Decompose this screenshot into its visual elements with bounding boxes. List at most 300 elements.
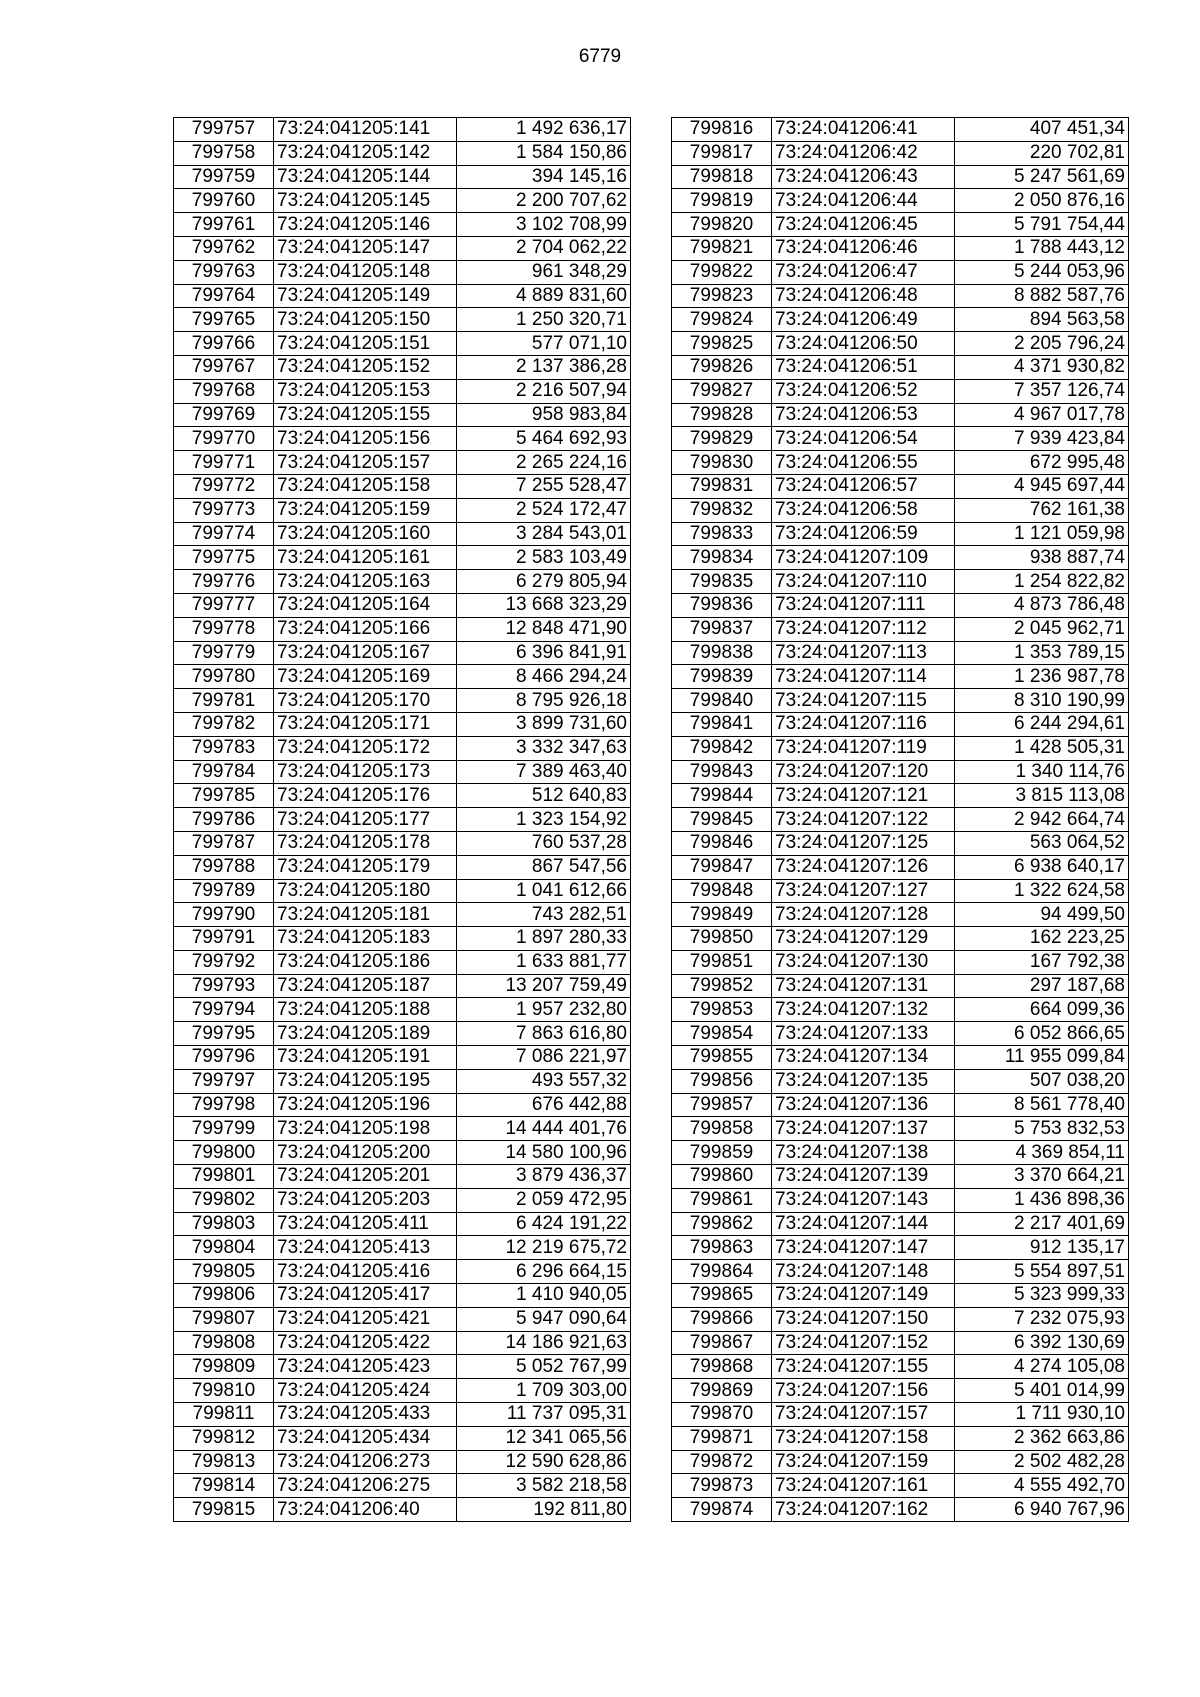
row-number: 799868: [672, 1355, 772, 1379]
cadastral-number: 73:24:041207:156: [772, 1379, 955, 1403]
cadastral-number: 73:24:041205:422: [274, 1331, 457, 1355]
cadastral-value: 13 668 323,29: [457, 593, 631, 617]
table-row: [672, 689, 1129, 713]
cadastral-value: 5 947 090,64: [457, 1307, 631, 1331]
table-row: [672, 498, 1129, 522]
table-row: [174, 1307, 631, 1331]
cadastral-value: 5 464 692,93: [457, 427, 631, 451]
cadastral-number: 73:24:041207:135: [772, 1069, 955, 1093]
row-number: 799835: [672, 570, 772, 594]
cadastral-value: 1 897 280,33: [457, 927, 631, 951]
cadastral-value: 672 995,48: [955, 451, 1129, 475]
cadastral-number: 73:24:041207:144: [772, 1212, 955, 1236]
cadastral-number: 73:24:041205:189: [274, 1022, 457, 1046]
cadastral-value: 563 064,52: [955, 831, 1129, 855]
row-number: 799765: [174, 308, 274, 332]
table-row: [672, 974, 1129, 998]
cadastral-number: 73:24:041205:163: [274, 570, 457, 594]
row-number: 799781: [174, 689, 274, 713]
row-number: 799843: [672, 760, 772, 784]
table-row: [672, 617, 1129, 641]
table-row: [672, 284, 1129, 308]
row-number: 799779: [174, 641, 274, 665]
row-number: 799872: [672, 1450, 772, 1474]
cadastral-number: 73:24:041205:173: [274, 760, 457, 784]
row-number: 799785: [174, 784, 274, 808]
table-row: [672, 141, 1129, 165]
cadastral-value: 6 052 866,65: [955, 1022, 1129, 1046]
row-number: 799762: [174, 236, 274, 260]
table-row: [174, 665, 631, 689]
table-row: [174, 451, 631, 475]
cadastral-number: 73:24:041206:48: [772, 284, 955, 308]
cadastral-value: 4 369 854,11: [955, 1141, 1129, 1165]
row-number: 799831: [672, 474, 772, 498]
cadastral-number: 73:24:041205:151: [274, 332, 457, 356]
row-number: 799823: [672, 284, 772, 308]
table-row: [174, 641, 631, 665]
cadastral-value: 8 882 587,76: [955, 284, 1129, 308]
cadastral-value: 2 059 472,95: [457, 1188, 631, 1212]
cadastral-number: 73:24:041207:149: [772, 1284, 955, 1308]
cadastral-value: 192 811,80: [457, 1498, 631, 1522]
cadastral-value: 1 236 987,78: [955, 665, 1129, 689]
table-row: [672, 879, 1129, 903]
cadastral-number: 73:24:041207:119: [772, 736, 955, 760]
row-number: 799766: [174, 332, 274, 356]
cadastral-number: 73:24:041205:160: [274, 522, 457, 546]
cadastral-value: 14 186 921,63: [457, 1331, 631, 1355]
table-row: [672, 760, 1129, 784]
table-row: [174, 1188, 631, 1212]
cadastral-value: 3 370 664,21: [955, 1165, 1129, 1189]
table-row: [174, 903, 631, 927]
cadastral-value: 2 362 663,86: [955, 1426, 1129, 1450]
cadastral-number: 73:24:041206:58: [772, 498, 955, 522]
table-row: [672, 665, 1129, 689]
cadastral-value: 2 942 664,74: [955, 808, 1129, 832]
row-number: 799821: [672, 236, 772, 260]
table-row: [672, 474, 1129, 498]
cadastral-value: 11 737 095,31: [457, 1403, 631, 1427]
cadastral-number: 73:24:041207:126: [772, 855, 955, 879]
row-number: 799775: [174, 546, 274, 570]
cadastral-number: 73:24:041205:170: [274, 689, 457, 713]
cadastral-value: 6 940 767,96: [955, 1498, 1129, 1522]
row-number: 799827: [672, 379, 772, 403]
cadastral-value: 407 451,34: [955, 118, 1129, 142]
row-number: 799828: [672, 403, 772, 427]
cadastral-number: 73:24:041207:157: [772, 1403, 955, 1427]
cadastral-number: 73:24:041205:157: [274, 451, 457, 475]
cadastral-value: 3 332 347,63: [457, 736, 631, 760]
table-row: [174, 474, 631, 498]
cadastral-value: 5 753 832,53: [955, 1117, 1129, 1141]
cadastral-number: 73:24:041207:121: [772, 784, 955, 808]
cadastral-value: 13 207 759,49: [457, 974, 631, 998]
cadastral-value: 2 205 796,24: [955, 332, 1129, 356]
cadastral-number: 73:24:041205:171: [274, 712, 457, 736]
cadastral-value: 14 444 401,76: [457, 1117, 631, 1141]
table-row: [174, 950, 631, 974]
cadastral-number: 73:24:041207:134: [772, 1046, 955, 1070]
table-row: [672, 1355, 1129, 1379]
table-row: [174, 1236, 631, 1260]
table-row: [174, 260, 631, 284]
table-row: [174, 689, 631, 713]
cadastral-number: 73:24:041207:152: [772, 1331, 955, 1355]
row-number: 799759: [174, 165, 274, 189]
table-row: [672, 1188, 1129, 1212]
row-number: 799801: [174, 1165, 274, 1189]
row-number: 799859: [672, 1141, 772, 1165]
table-row: [174, 1022, 631, 1046]
cadastral-value: 2 045 962,71: [955, 617, 1129, 641]
cadastral-number: 73:24:041205:181: [274, 903, 457, 927]
row-number: 799787: [174, 831, 274, 855]
cadastral-number: 73:24:041205:177: [274, 808, 457, 832]
table-row: [174, 593, 631, 617]
cadastral-number: 73:24:041205:145: [274, 189, 457, 213]
row-number: 799850: [672, 927, 772, 951]
cadastral-value: 961 348,29: [457, 260, 631, 284]
row-number: 799818: [672, 165, 772, 189]
row-number: 799839: [672, 665, 772, 689]
table-row: [174, 1379, 631, 1403]
table-row: [672, 1093, 1129, 1117]
table-row: [174, 1403, 631, 1427]
cadastral-value: 2 524 172,47: [457, 498, 631, 522]
cadastral-number: 73:24:041206:44: [772, 189, 955, 213]
cadastral-value: 12 341 065,56: [457, 1426, 631, 1450]
table-row: [174, 1260, 631, 1284]
cadastral-number: 73:24:041205:169: [274, 665, 457, 689]
cadastral-number: 73:24:041206:51: [772, 355, 955, 379]
row-number: 799846: [672, 831, 772, 855]
row-number: 799845: [672, 808, 772, 832]
table-row: [174, 855, 631, 879]
table-row: [672, 379, 1129, 403]
cadastral-number: 73:24:041206:52: [772, 379, 955, 403]
table-row: [174, 379, 631, 403]
row-number: 799853: [672, 998, 772, 1022]
cadastral-value: 512 640,83: [457, 784, 631, 808]
row-number: 799836: [672, 593, 772, 617]
cadastral-number: 73:24:041205:150: [274, 308, 457, 332]
cadastral-number: 73:24:041207:162: [772, 1498, 955, 1522]
row-number: 799796: [174, 1046, 274, 1070]
cadastral-value: 5 247 561,69: [955, 165, 1129, 189]
row-number: 799856: [672, 1069, 772, 1093]
row-number: 799805: [174, 1260, 274, 1284]
row-number: 799844: [672, 784, 772, 808]
table-row: [174, 213, 631, 237]
row-number: 799817: [672, 141, 772, 165]
row-number: 799860: [672, 1165, 772, 1189]
table-row: [174, 1141, 631, 1165]
row-number: 799825: [672, 332, 772, 356]
cadastral-value: 1 250 320,71: [457, 308, 631, 332]
cadastral-value: 1 041 612,66: [457, 879, 631, 903]
table-row: [672, 712, 1129, 736]
table-row: [672, 451, 1129, 475]
row-number: 799782: [174, 712, 274, 736]
cadastral-number: 73:24:041205:200: [274, 1141, 457, 1165]
row-number: 799789: [174, 879, 274, 903]
row-number: 799797: [174, 1069, 274, 1093]
cadastral-number: 73:24:041205:147: [274, 236, 457, 260]
cadastral-value: 664 099,36: [955, 998, 1129, 1022]
cadastral-number: 73:24:041205:413: [274, 1236, 457, 1260]
row-number: 799857: [672, 1093, 772, 1117]
cadastral-value: 8 795 926,18: [457, 689, 631, 713]
row-number: 799838: [672, 641, 772, 665]
table-row: [672, 998, 1129, 1022]
cadastral-value: 162 223,25: [955, 927, 1129, 951]
cadastral-number: 73:24:041205:166: [274, 617, 457, 641]
cadastral-value: 2 583 103,49: [457, 546, 631, 570]
cadastral-value: 6 296 664,15: [457, 1260, 631, 1284]
row-number: 799813: [174, 1450, 274, 1474]
table-row: [174, 1331, 631, 1355]
table-row: [174, 189, 631, 213]
cadastral-value: 6 396 841,91: [457, 641, 631, 665]
row-number: 799799: [174, 1117, 274, 1141]
cadastral-value: 6 938 640,17: [955, 855, 1129, 879]
table-row: [672, 1069, 1129, 1093]
cadastral-number: 73:24:041207:158: [772, 1426, 955, 1450]
row-number: 799849: [672, 903, 772, 927]
row-number: 799774: [174, 522, 274, 546]
cadastral-number: 73:24:041207:112: [772, 617, 955, 641]
table-row: [174, 522, 631, 546]
cadastral-number: 73:24:041207:110: [772, 570, 955, 594]
cadastral-value: 1 709 303,00: [457, 1379, 631, 1403]
cadastral-value: 6 424 191,22: [457, 1212, 631, 1236]
table-row: [672, 1117, 1129, 1141]
cadastral-value: 867 547,56: [457, 855, 631, 879]
table-row: [672, 593, 1129, 617]
cadastral-number: 73:24:041205:179: [274, 855, 457, 879]
page-number: 6779: [578, 46, 622, 67]
cadastral-number: 73:24:041206:50: [772, 332, 955, 356]
cadastral-number: 73:24:041205:201: [274, 1165, 457, 1189]
registry-table-left: [173, 117, 631, 1522]
row-number: 799862: [672, 1212, 772, 1236]
row-number: 799773: [174, 498, 274, 522]
cadastral-value: 8 310 190,99: [955, 689, 1129, 713]
cadastral-number: 73:24:041205:187: [274, 974, 457, 998]
row-number: 799847: [672, 855, 772, 879]
row-number: 799777: [174, 593, 274, 617]
row-number: 799815: [174, 1498, 274, 1522]
row-number: 799824: [672, 308, 772, 332]
row-number: 799837: [672, 617, 772, 641]
table-row: [672, 355, 1129, 379]
table-row: [174, 546, 631, 570]
cadastral-number: 73:24:041205:195: [274, 1069, 457, 1093]
cadastral-number: 73:24:041205:148: [274, 260, 457, 284]
cadastral-value: 6 392 130,69: [955, 1331, 1129, 1355]
row-number: 799851: [672, 950, 772, 974]
cadastral-value: 4 889 831,60: [457, 284, 631, 308]
cadastral-value: 4 873 786,48: [955, 593, 1129, 617]
cadastral-number: 73:24:041205:424: [274, 1379, 457, 1403]
table-row: [174, 1284, 631, 1308]
table-row: [672, 1331, 1129, 1355]
cadastral-value: 5 791 754,44: [955, 213, 1129, 237]
row-number: 799840: [672, 689, 772, 713]
cadastral-value: 7 357 126,74: [955, 379, 1129, 403]
cadastral-number: 73:24:041207:159: [772, 1450, 955, 1474]
cadastral-value: 2 704 062,22: [457, 236, 631, 260]
table-row: [174, 927, 631, 951]
cadastral-number: 73:24:041205:180: [274, 879, 457, 903]
table-row: [174, 570, 631, 594]
cadastral-number: 73:24:041205:152: [274, 355, 457, 379]
cadastral-number: 73:24:041207:136: [772, 1093, 955, 1117]
row-number: 799802: [174, 1188, 274, 1212]
cadastral-number: 73:24:041207:128: [772, 903, 955, 927]
row-number: 799865: [672, 1284, 772, 1308]
table-row: [672, 1284, 1129, 1308]
table-row: [672, 927, 1129, 951]
cadastral-number: 73:24:041205:417: [274, 1284, 457, 1308]
table-row: [174, 1093, 631, 1117]
cadastral-value: 8 561 778,40: [955, 1093, 1129, 1117]
table-row: [672, 332, 1129, 356]
cadastral-value: 894 563,58: [955, 308, 1129, 332]
cadastral-value: 493 557,32: [457, 1069, 631, 1093]
cadastral-value: 3 815 113,08: [955, 784, 1129, 808]
row-number: 799833: [672, 522, 772, 546]
table-row: [174, 1474, 631, 1498]
table-row: [174, 498, 631, 522]
cadastral-number: 73:24:041205:433: [274, 1403, 457, 1427]
row-number: 799772: [174, 474, 274, 498]
table-row: [672, 546, 1129, 570]
table-row: [174, 332, 631, 356]
row-number: 799866: [672, 1307, 772, 1331]
cadastral-number: 73:24:041207:111: [772, 593, 955, 617]
row-number: 799871: [672, 1426, 772, 1450]
row-number: 799790: [174, 903, 274, 927]
table-row: [174, 141, 631, 165]
row-number: 799794: [174, 998, 274, 1022]
table-row: [174, 808, 631, 832]
table-row: [174, 1498, 631, 1522]
cadastral-value: 7 232 075,93: [955, 1307, 1129, 1331]
table-row: [174, 998, 631, 1022]
cadastral-value: 2 217 401,69: [955, 1212, 1129, 1236]
cadastral-value: 1 410 940,05: [457, 1284, 631, 1308]
table-row: [174, 1212, 631, 1236]
cadastral-value: 762 161,38: [955, 498, 1129, 522]
cadastral-number: 73:24:041205:423: [274, 1355, 457, 1379]
cadastral-value: 297 187,68: [955, 974, 1129, 998]
row-number: 799803: [174, 1212, 274, 1236]
cadastral-value: 6 279 805,94: [457, 570, 631, 594]
cadastral-number: 73:24:041205:141: [274, 118, 457, 142]
table-row: [672, 522, 1129, 546]
cadastral-value: 912 135,17: [955, 1236, 1129, 1260]
row-number: 799867: [672, 1331, 772, 1355]
cadastral-value: 4 555 492,70: [955, 1474, 1129, 1498]
cadastral-value: 7 939 423,84: [955, 427, 1129, 451]
cadastral-value: 2 137 386,28: [457, 355, 631, 379]
row-number: 799842: [672, 736, 772, 760]
table-row: [174, 831, 631, 855]
row-number: 799829: [672, 427, 772, 451]
cadastral-number: 73:24:041207:132: [772, 998, 955, 1022]
cadastral-value: 743 282,51: [457, 903, 631, 927]
table-row: [672, 808, 1129, 832]
cadastral-value: 7 863 616,80: [457, 1022, 631, 1046]
table-row: [672, 736, 1129, 760]
cadastral-value: 94 499,50: [955, 903, 1129, 927]
row-number: 799758: [174, 141, 274, 165]
cadastral-number: 73:24:041207:125: [772, 831, 955, 855]
row-number: 799795: [174, 1022, 274, 1046]
table-row: [174, 1165, 631, 1189]
cadastral-value: 1 436 898,36: [955, 1188, 1129, 1212]
registry-table-right-body: [672, 118, 1129, 1522]
cadastral-number: 73:24:041207:130: [772, 950, 955, 974]
table-row: [672, 1426, 1129, 1450]
registry-table-left-body: [174, 118, 631, 1522]
row-number: 799841: [672, 712, 772, 736]
cadastral-value: 507 038,20: [955, 1069, 1129, 1093]
table-row: [672, 1212, 1129, 1236]
cadastral-value: 1 584 150,86: [457, 141, 631, 165]
table-row: [672, 403, 1129, 427]
cadastral-number: 73:24:041207:137: [772, 1117, 955, 1141]
cadastral-number: 73:24:041205:196: [274, 1093, 457, 1117]
row-number: 799769: [174, 403, 274, 427]
cadastral-value: 2 216 507,94: [457, 379, 631, 403]
table-row: [174, 165, 631, 189]
cadastral-value: 1 428 505,31: [955, 736, 1129, 760]
cadastral-number: 73:24:041205:156: [274, 427, 457, 451]
table-row: [174, 236, 631, 260]
cadastral-number: 73:24:041207:139: [772, 1165, 955, 1189]
cadastral-number: 73:24:041206:49: [772, 308, 955, 332]
cadastral-number: 73:24:041205:416: [274, 1260, 457, 1284]
cadastral-value: 2 050 876,16: [955, 189, 1129, 213]
table-row: [174, 1046, 631, 1070]
table-row: [174, 1069, 631, 1093]
cadastral-value: 760 537,28: [457, 831, 631, 855]
cadastral-value: 220 702,81: [955, 141, 1129, 165]
cadastral-number: 73:24:041206:59: [772, 522, 955, 546]
row-number: 799757: [174, 118, 274, 142]
cadastral-value: 5 554 897,51: [955, 1260, 1129, 1284]
table-row: [672, 1379, 1129, 1403]
cadastral-number: 73:24:041206:53: [772, 403, 955, 427]
table-row: [672, 1165, 1129, 1189]
cadastral-number: 73:24:041206:273: [274, 1450, 457, 1474]
cadastral-value: 1 711 930,10: [955, 1403, 1129, 1427]
cadastral-number: 73:24:041207:143: [772, 1188, 955, 1212]
cadastral-number: 73:24:041207:109: [772, 546, 955, 570]
cadastral-value: 12 848 471,90: [457, 617, 631, 641]
table-row: [672, 118, 1129, 142]
cadastral-number: 73:24:041206:43: [772, 165, 955, 189]
row-number: 799771: [174, 451, 274, 475]
cadastral-number: 73:24:041207:133: [772, 1022, 955, 1046]
row-number: 799858: [672, 1117, 772, 1141]
cadastral-number: 73:24:041207:161: [772, 1474, 955, 1498]
